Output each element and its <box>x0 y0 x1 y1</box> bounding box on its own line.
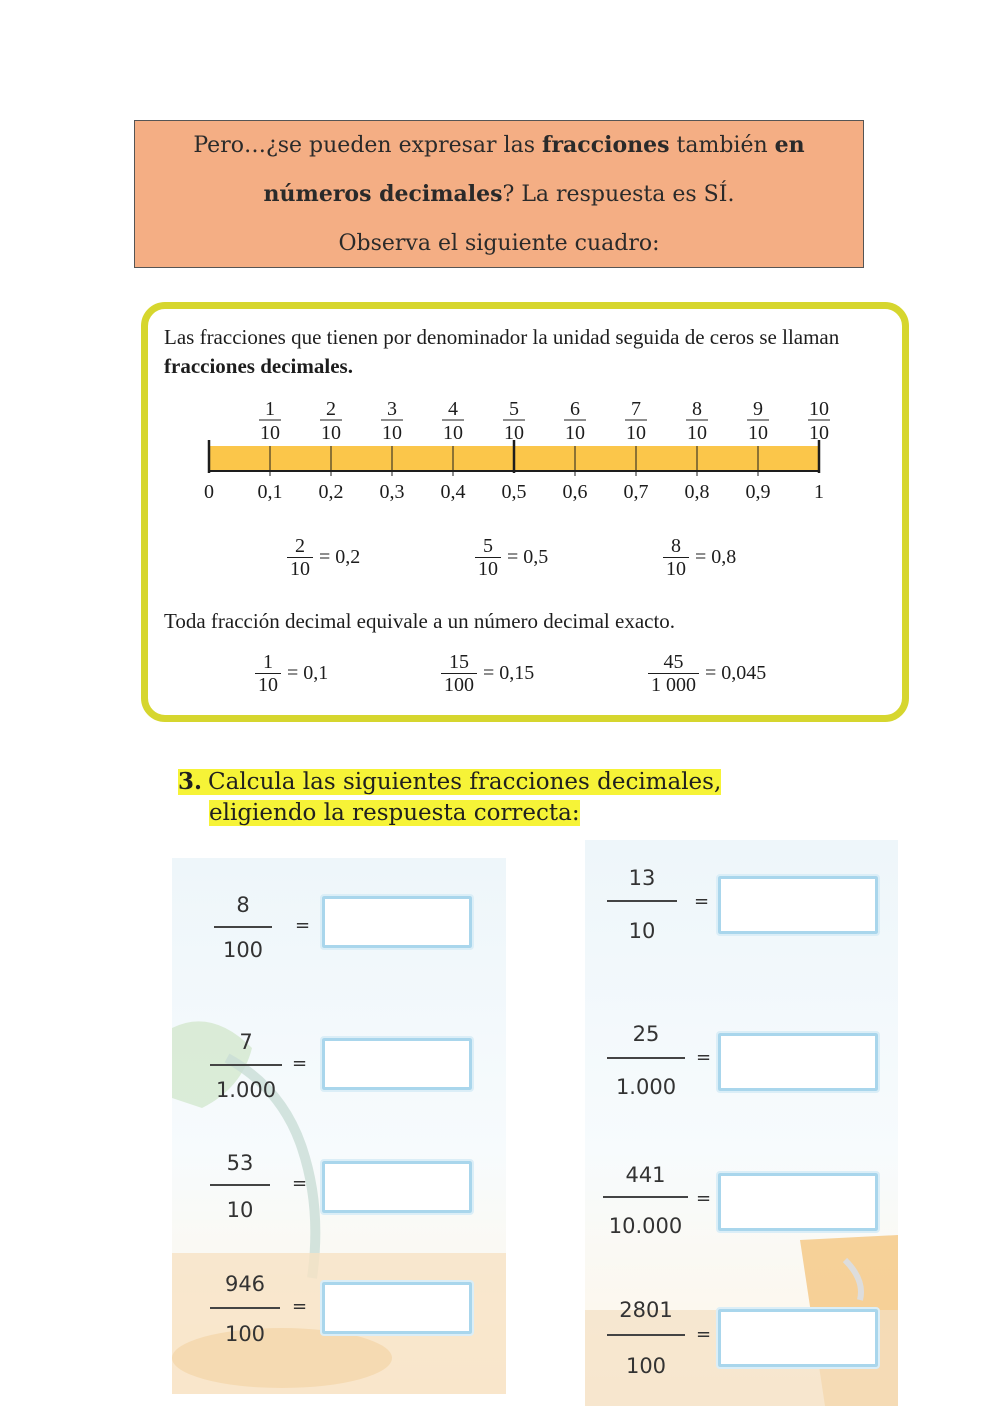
number-line <box>148 309 902 509</box>
exercise-fraction-bar <box>603 1196 688 1198</box>
number-line-fraction-numerator: 9 <box>753 398 763 420</box>
number-line-fraction-denominator: 10 <box>443 422 463 444</box>
fraction <box>663 535 689 580</box>
fraction <box>475 535 501 580</box>
number-line-fraction-denominator: 10 <box>321 422 341 444</box>
number-line-fraction-denominator: 10 <box>504 422 524 444</box>
fraction-denominator: 100 <box>444 674 474 696</box>
exercise-denominator: 10 <box>226 1198 254 1222</box>
intro-line-2 <box>135 170 863 219</box>
exercise-fraction-bar <box>214 926 272 928</box>
fraction-result: = 0,1 <box>287 662 329 684</box>
number-line-fraction-denominator: 10 <box>687 422 707 444</box>
exercise-denominator: 10.000 <box>608 1214 683 1238</box>
equals-sign: = <box>696 1324 712 1345</box>
intro-bold: fracciones <box>542 132 670 158</box>
number-line-fraction-denominator: 10 <box>565 422 585 444</box>
fraction <box>255 651 281 696</box>
fraction-denominator: 1 000 <box>651 674 696 696</box>
exercise-denominator: 100 <box>224 1322 266 1346</box>
equals-sign: = <box>696 1047 712 1068</box>
number-line-fraction-numerator: 3 <box>387 398 397 420</box>
number-line-decimal-label: 0,8 <box>684 481 710 503</box>
exercise-fraction-bar <box>607 1057 685 1059</box>
equals-sign: = <box>292 1296 308 1317</box>
number-line-decimal-label: 0 <box>204 481 214 503</box>
number-line-fraction-numerator: 8 <box>692 398 702 420</box>
fraction-example <box>663 535 736 580</box>
answer-box[interactable] <box>718 1173 878 1231</box>
fraction-result: = 0,5 <box>507 546 549 568</box>
number-line-decimal-label: 0,2 <box>318 481 344 503</box>
intro-text: ? La respuesta es SÍ. <box>502 182 735 207</box>
number-line-fraction-numerator: 2 <box>326 398 336 420</box>
number-line-fraction-numerator: 10 <box>809 398 829 420</box>
number-line-fraction-numerator: 7 <box>631 398 641 420</box>
fraction-numerator: 15 <box>449 651 469 673</box>
equals-sign: = <box>292 1053 308 1074</box>
fraction-denominator: 10 <box>478 558 498 580</box>
equals-sign: = <box>295 915 311 936</box>
fraction-denominator: 10 <box>666 558 686 580</box>
fraction-result: = 0,045 <box>705 662 767 684</box>
exercise-fraction-bar <box>210 1307 280 1309</box>
answer-input[interactable] <box>325 1285 469 1331</box>
fraction-example <box>648 651 766 696</box>
number-line-fraction-denominator: 10 <box>260 422 280 444</box>
exercise-numerator: 53 <box>226 1151 254 1175</box>
answer-input[interactable] <box>721 1176 875 1228</box>
exercise-numerator: 13 <box>628 866 656 890</box>
fraction-denominator: 10 <box>258 674 278 696</box>
task-heading <box>178 766 721 829</box>
number-line-fraction-numerator: 6 <box>570 398 580 420</box>
fraction-numerator: 45 <box>663 651 684 673</box>
number-line-fraction-denominator: 10 <box>382 422 402 444</box>
answer-input[interactable] <box>325 1041 469 1087</box>
fraction-denominator: 10 <box>290 558 310 580</box>
equals-sign: = <box>694 891 710 912</box>
exercise-panel-right <box>585 840 898 1406</box>
exercise-denominator: 1.000 <box>215 1078 277 1102</box>
number-line-decimal-label: 1 <box>814 481 824 503</box>
number-line-decimal-label: 0,6 <box>562 481 588 503</box>
exercise-denominator: 1.000 <box>615 1075 677 1099</box>
answer-input[interactable] <box>721 1036 875 1088</box>
exercise-numerator: 946 <box>224 1272 266 1296</box>
fraction-result: = 0,8 <box>695 546 737 568</box>
number-line-fraction-denominator: 10 <box>809 422 829 444</box>
answer-box[interactable] <box>322 896 472 948</box>
fraction-example <box>287 535 360 580</box>
exercise-numerator: 8 <box>236 893 250 917</box>
answer-input[interactable] <box>721 1312 875 1364</box>
definition-term: fracciones decimales. <box>164 354 353 378</box>
fraction-result: = 0,15 <box>483 662 535 684</box>
fraction-example <box>475 535 548 580</box>
fraction <box>287 535 313 580</box>
fraction-numerator: 1 <box>263 651 273 673</box>
exercise-numerator: 441 <box>625 1163 666 1187</box>
answer-box[interactable] <box>718 876 878 934</box>
number-line-decimal-label: 0,1 <box>257 481 283 503</box>
fraction-numerator: 5 <box>483 535 493 557</box>
intro-line-3: Observa el siguiente cuadro: <box>338 231 660 256</box>
fraction-result: = 0,2 <box>319 546 361 568</box>
fraction <box>441 651 477 696</box>
exercise-fraction-bar <box>210 1064 282 1066</box>
answer-box[interactable] <box>322 1161 472 1213</box>
exercise-numerator: 25 <box>632 1022 660 1046</box>
fraction <box>648 651 699 696</box>
fraction-numerator: 8 <box>671 535 681 557</box>
number-line-decimal-label: 0,5 <box>501 481 527 503</box>
task-number: 3. <box>178 768 203 795</box>
answer-input[interactable] <box>721 879 875 931</box>
exercise-fraction-bar <box>210 1184 270 1186</box>
intro-text: también <box>669 133 775 158</box>
intro-line-1 <box>135 121 863 170</box>
equals-sign: = <box>696 1188 712 1209</box>
number-line-fraction-denominator: 10 <box>626 422 646 444</box>
exercise-denominator: 10 <box>628 919 656 943</box>
exercise-numerator: 2801 <box>619 1298 673 1322</box>
number-line-fraction-denominator: 10 <box>748 422 768 444</box>
intro-bold: números decimales <box>263 181 503 207</box>
exercise-numerator: 7 <box>239 1030 253 1054</box>
number-line-decimal-label: 0,7 <box>623 481 649 503</box>
answer-box[interactable] <box>718 1033 878 1091</box>
exercise-denominator: 100 <box>625 1354 667 1378</box>
fraction-example <box>441 651 534 696</box>
fraction-numerator: 2 <box>295 535 305 557</box>
intro-text: Pero…¿se pueden expresar las <box>193 133 542 158</box>
equals-sign: = <box>292 1173 308 1194</box>
number-line-fraction-numerator: 1 <box>265 398 275 420</box>
number-line-decimal-label: 0,4 <box>440 481 466 503</box>
intro-bold: en <box>774 132 805 158</box>
answer-box[interactable] <box>322 1038 472 1090</box>
definition-plain: Las fracciones que tienen por denominador la unidad seguida de ceros se llaman <box>164 325 840 349</box>
number-line-decimal-label: 0,9 <box>745 481 771 503</box>
explanation-box <box>141 302 909 722</box>
task-line-1: Calcula las siguientes fracciones decimales, <box>208 769 722 795</box>
number-line-decimal-label: 0,3 <box>379 481 405 503</box>
answer-input[interactable] <box>325 899 469 945</box>
exact-decimal-text: Toda fracción decimal equivale a un número decimal exacto. <box>164 609 676 633</box>
task-line-2: eligiendo la respuesta correcta: <box>209 800 580 826</box>
number-line-fraction-numerator: 4 <box>448 398 458 420</box>
answer-box[interactable] <box>718 1309 878 1367</box>
answer-box[interactable] <box>322 1282 472 1334</box>
number-line-fraction-numerator: 5 <box>509 398 519 420</box>
exercise-fraction-bar <box>607 1334 685 1336</box>
exercise-denominator: 100 <box>222 938 264 962</box>
fraction-example <box>255 651 328 696</box>
intro-box <box>134 120 864 268</box>
answer-input[interactable] <box>325 1164 469 1210</box>
exercise-panel-left <box>172 858 506 1394</box>
exercise-fraction-bar <box>607 900 677 902</box>
